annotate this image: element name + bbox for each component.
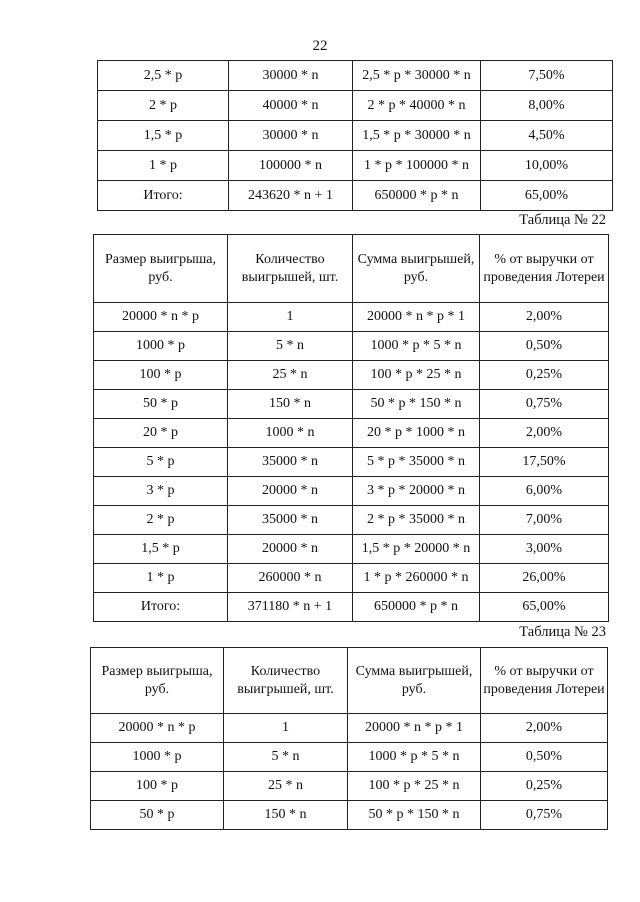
prize-size-cell: 1 * p xyxy=(98,151,229,181)
prize-count-cell: 150 * n xyxy=(228,390,353,419)
table-row-total xyxy=(94,593,609,622)
prize-size-cell: 1000 * p xyxy=(94,332,228,361)
prize-sum-cell: 100 * p * 25 * n xyxy=(353,361,480,390)
revenue-percent-cell: 0,25% xyxy=(480,361,609,390)
prize-sum-cell: 1000 * p * 5 * n xyxy=(348,743,481,772)
table-row xyxy=(94,477,609,506)
revenue-percent-cell: 2,00% xyxy=(480,303,609,332)
prize-count-cell: 260000 * n xyxy=(228,564,353,593)
table-row xyxy=(98,91,613,121)
prize-sum-cell: 2 * p * 40000 * n xyxy=(353,91,481,121)
table-row xyxy=(94,506,609,535)
revenue-percent-cell: 0,75% xyxy=(481,801,608,830)
prize-count-cell: 40000 * n xyxy=(229,91,353,121)
table-header-row xyxy=(91,648,608,714)
header-prize-count: Количество выигрышей, шт. xyxy=(224,648,348,714)
prize-size-cell: 1,5 * p xyxy=(98,121,229,151)
table-row xyxy=(91,772,608,801)
revenue-percent-cell: 7,50% xyxy=(481,61,613,91)
header-prize-size: Размер выигрыша, руб. xyxy=(91,648,224,714)
revenue-percent-cell: 4,50% xyxy=(481,121,613,151)
prize-sum-cell: 20 * p * 1000 * n xyxy=(353,419,480,448)
prize-sum-cell: 1 * p * 260000 * n xyxy=(353,564,480,593)
prize-size-cell: 2,5 * p xyxy=(98,61,229,91)
prize-sum-cell: 1000 * p * 5 * n xyxy=(353,332,480,361)
revenue-percent-cell: 65,00% xyxy=(481,181,613,211)
revenue-percent-cell: 8,00% xyxy=(481,91,613,121)
prize-sum-cell: 50 * p * 150 * n xyxy=(348,801,481,830)
prize-sum-cell: 20000 * n * p * 1 xyxy=(348,714,481,743)
prize-sum-cell: 1 * p * 100000 * n xyxy=(353,151,481,181)
prize-size-cell: 20 * p xyxy=(94,419,228,448)
prize-count-cell: 35000 * n xyxy=(228,506,353,535)
revenue-percent-cell: 6,00% xyxy=(480,477,609,506)
table-row xyxy=(94,361,609,390)
prize-size-cell: 3 * p xyxy=(94,477,228,506)
prize-count-cell: 1000 * n xyxy=(228,419,353,448)
prize-sum-cell: 650000 * p * n xyxy=(353,593,480,622)
prize-sum-cell: 100 * p * 25 * n xyxy=(348,772,481,801)
total-label-cell: Итого: xyxy=(98,181,229,211)
revenue-percent-cell: 3,00% xyxy=(480,535,609,564)
header-prize-size: Размер выигрыша, руб. xyxy=(94,235,228,303)
revenue-percent-cell: 0,75% xyxy=(480,390,609,419)
prize-count-cell: 371180 * n + 1 xyxy=(228,593,353,622)
prize-sum-cell: 5 * p * 35000 * n xyxy=(353,448,480,477)
revenue-percent-cell: 0,25% xyxy=(481,772,608,801)
revenue-percent-cell: 0,50% xyxy=(480,332,609,361)
prize-table-23 xyxy=(90,647,608,830)
prize-count-cell: 20000 * n xyxy=(228,477,353,506)
prize-sum-cell: 20000 * n * p * 1 xyxy=(353,303,480,332)
header-revenue-percent: % от выручки от проведения Лотереи xyxy=(480,235,609,303)
table-23-caption: Таблица № 23 xyxy=(519,624,606,640)
revenue-percent-cell: 26,00% xyxy=(480,564,609,593)
prize-count-cell: 25 * n xyxy=(224,772,348,801)
revenue-percent-cell: 7,00% xyxy=(480,506,609,535)
prize-size-cell: 5 * p xyxy=(94,448,228,477)
prize-size-cell: 50 * p xyxy=(94,390,228,419)
table-header-row xyxy=(94,235,609,303)
prize-size-cell: 2 * p xyxy=(94,506,228,535)
prize-size-cell: 100 * p xyxy=(91,772,224,801)
prize-count-cell: 100000 * n xyxy=(229,151,353,181)
table-row-total xyxy=(98,181,613,211)
prize-count-cell: 30000 * n xyxy=(229,61,353,91)
prize-size-cell: 2 * p xyxy=(98,91,229,121)
prize-sum-cell: 2,5 * p * 30000 * n xyxy=(353,61,481,91)
total-label-cell: Итого: xyxy=(94,593,228,622)
prize-sum-cell: 650000 * p * n xyxy=(353,181,481,211)
table-row xyxy=(91,743,608,772)
revenue-percent-cell: 0,50% xyxy=(481,743,608,772)
table-row xyxy=(91,801,608,830)
prize-size-cell: 100 * p xyxy=(94,361,228,390)
table-row xyxy=(91,714,608,743)
table-row xyxy=(94,448,609,477)
table-22-caption: Таблица № 22 xyxy=(519,212,606,228)
header-prize-sum: Сумма выигрышей, руб. xyxy=(353,235,480,303)
prize-count-cell: 30000 * n xyxy=(229,121,353,151)
table-row xyxy=(94,419,609,448)
prize-count-cell: 5 * n xyxy=(228,332,353,361)
prize-count-cell: 35000 * n xyxy=(228,448,353,477)
revenue-percent-cell: 65,00% xyxy=(480,593,609,622)
prize-sum-cell: 1,5 * p * 20000 * n xyxy=(353,535,480,564)
prize-size-cell: 20000 * n * p xyxy=(91,714,224,743)
table-row xyxy=(98,61,613,91)
prize-table-22 xyxy=(93,234,609,622)
table-row xyxy=(98,151,613,181)
prize-count-cell: 5 * n xyxy=(224,743,348,772)
prize-count-cell: 20000 * n xyxy=(228,535,353,564)
revenue-percent-cell: 2,00% xyxy=(481,714,608,743)
table-row xyxy=(94,535,609,564)
header-revenue-percent: % от выручки от проведения Лотереи xyxy=(481,648,608,714)
page-number: 22 xyxy=(312,38,328,54)
prize-table-continued xyxy=(97,60,613,211)
header-prize-sum: Сумма выигрышей, руб. xyxy=(348,648,481,714)
prize-size-cell: 1000 * p xyxy=(91,743,224,772)
header-prize-count: Количество выигрышей, шт. xyxy=(228,235,353,303)
prize-sum-cell: 50 * p * 150 * n xyxy=(353,390,480,419)
table-row xyxy=(98,121,613,151)
prize-size-cell: 50 * p xyxy=(91,801,224,830)
revenue-percent-cell: 2,00% xyxy=(480,419,609,448)
prize-sum-cell: 3 * p * 20000 * n xyxy=(353,477,480,506)
prize-size-cell: 20000 * n * p xyxy=(94,303,228,332)
prize-size-cell: 1,5 * p xyxy=(94,535,228,564)
prize-count-cell: 150 * n xyxy=(224,801,348,830)
prize-count-cell: 1 xyxy=(228,303,353,332)
prize-sum-cell: 2 * p * 35000 * n xyxy=(353,506,480,535)
table-row xyxy=(94,332,609,361)
prize-count-cell: 1 xyxy=(224,714,348,743)
prize-size-cell: 1 * p xyxy=(94,564,228,593)
prize-count-cell: 25 * n xyxy=(228,361,353,390)
table-row xyxy=(94,564,609,593)
table-row xyxy=(94,390,609,419)
table-row xyxy=(94,303,609,332)
revenue-percent-cell: 17,50% xyxy=(480,448,609,477)
prize-sum-cell: 1,5 * p * 30000 * n xyxy=(353,121,481,151)
revenue-percent-cell: 10,00% xyxy=(481,151,613,181)
prize-count-cell: 243620 * n + 1 xyxy=(229,181,353,211)
